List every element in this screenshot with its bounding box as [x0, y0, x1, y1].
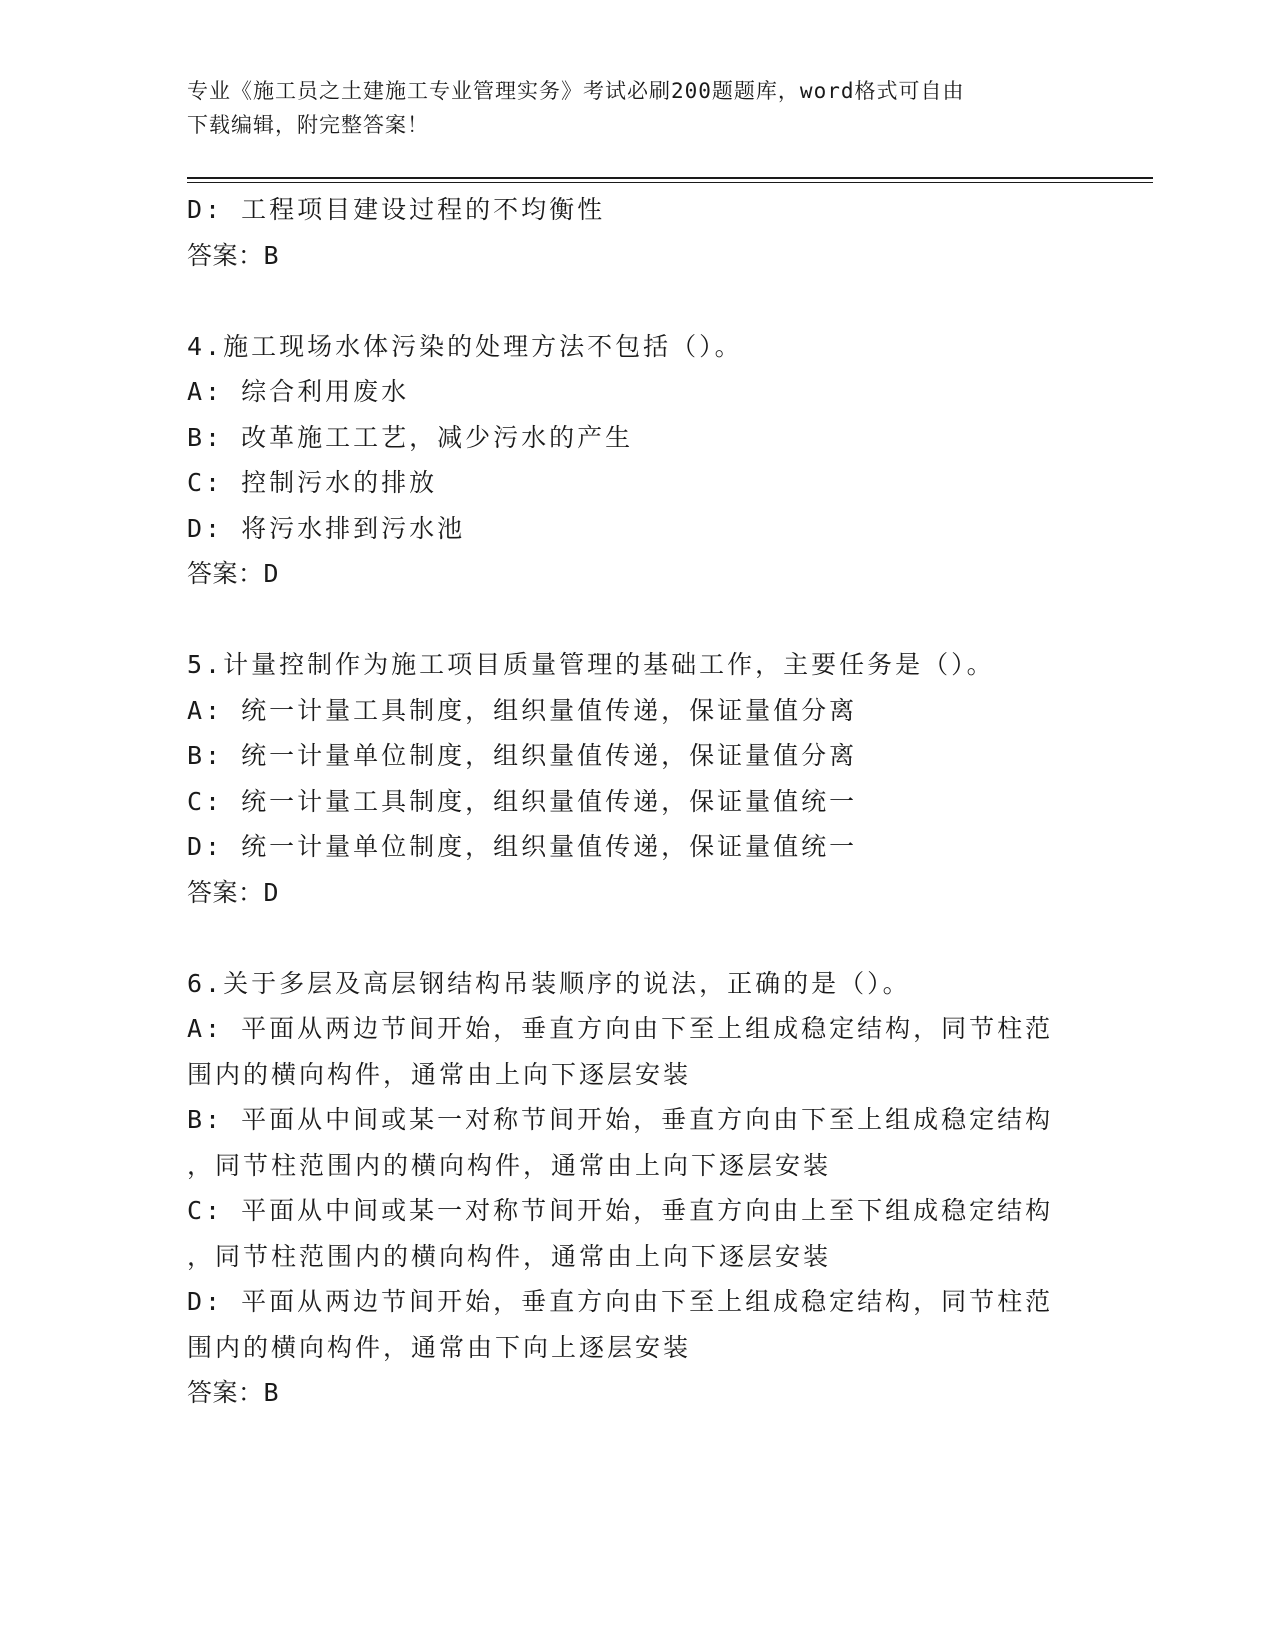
q5-answer: 答案：D — [187, 877, 280, 907]
question-4-block — [187, 324, 1087, 597]
q5-option-a: A: 统一计量工具制度，组织量值传递，保证量值分离 — [187, 695, 858, 725]
q4-question: 4.施工现场水体污染的处理方法不包括（）。 — [187, 331, 743, 361]
q6-option-d-line-2: 围内的横向构件，通常由下向上逐层安装 — [187, 1332, 692, 1362]
document-header — [187, 74, 1067, 142]
spacer — [187, 278, 1087, 324]
document-body — [187, 187, 1087, 1416]
q5-option-b: B: 统一计量单位制度，组织量值传递，保证量值分离 — [187, 741, 858, 770]
header-rule-thick — [187, 177, 1153, 179]
q6-option-c-line-1: C: 平面从中间或某一对称节间开始，垂直方向由上至下组成稳定结构 — [187, 1196, 1054, 1225]
q6-option-a-line-2: 围内的横向构件，通常由上向下逐层安装 — [187, 1059, 692, 1089]
q5-option-c: C: 统一计量工具制度，组织量值传递，保证量值统一 — [187, 786, 858, 816]
q4-option-b: B: 改革施工工艺，减少污水的产生 — [187, 422, 634, 452]
question-6-block — [187, 961, 1087, 1416]
q3-answer: 答案：B — [187, 240, 280, 270]
question-5-block — [187, 642, 1087, 915]
q6-option-c-line-2: ，同节柱范围内的横向构件，通常由上向下逐层安装 — [187, 1241, 832, 1271]
q6-option-b-line-2: ，同节柱范围内的横向构件，通常由上向下逐层安装 — [187, 1150, 832, 1180]
q6-answer: 答案：B — [187, 1378, 280, 1407]
q3-option-d: D: 工程项目建设过程的不均衡性 — [187, 195, 606, 224]
question-3-block — [187, 187, 1087, 278]
q6-option-b-line-1: B: 平面从中间或某一对称节间开始，垂直方向由下至上组成稳定结构 — [187, 1105, 1054, 1134]
q4-answer: 答案：D — [187, 559, 280, 588]
q5-question: 5.计量控制作为施工项目质量管理的基础工作，主要任务是（）。 — [187, 650, 995, 679]
q6-option-d-line-1: D: 平面从两边节间开始，垂直方向由下至上组成稳定结构，同节柱范 — [187, 1287, 1054, 1316]
q4-option-d: D: 将污水排到污水池 — [187, 513, 466, 543]
q6-option-a-line-1: A: 平面从两边节间开始，垂直方向由下至上组成稳定结构，同节柱范 — [187, 1014, 1054, 1043]
q6-question: 6.关于多层及高层钢结构吊装顺序的说法，正确的是（）。 — [187, 968, 911, 998]
header-line-1: 专业《施工员之土建施工专业管理实务》考试必刷200题题库，word格式可自由 — [187, 79, 965, 103]
q5-option-d: D: 统一计量单位制度，组织量值传递，保证量值统一 — [187, 832, 858, 861]
header-line-2: 下载编辑，附完整答案！ — [187, 113, 429, 137]
q4-option-c: C: 控制污水的排放 — [187, 468, 438, 497]
header-rule-thin — [187, 182, 1153, 183]
spacer — [187, 915, 1087, 961]
q4-option-a: A: 综合利用废水 — [187, 377, 410, 406]
spacer — [187, 597, 1087, 643]
